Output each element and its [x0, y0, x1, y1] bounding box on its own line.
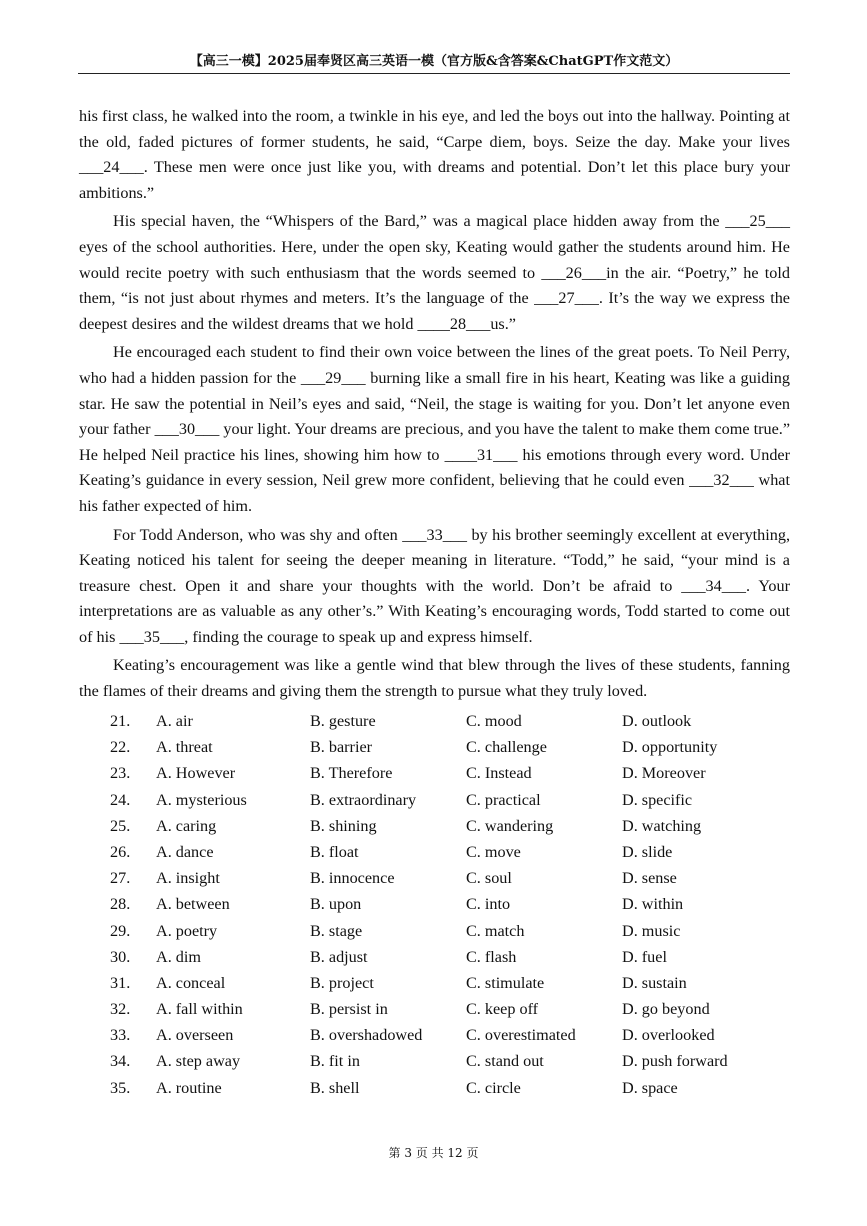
option-c: C. Instead — [466, 764, 532, 783]
question-row — [110, 791, 800, 817]
option-a: A. air — [156, 712, 193, 730]
option-d: D. push forward — [622, 1052, 728, 1071]
option-d: D. slide — [622, 842, 673, 861]
question-number: 34. — [110, 1052, 131, 1071]
option-d: D. overlooked — [622, 1026, 715, 1045]
option-c: C. move — [466, 842, 521, 861]
option-b: B. gesture — [310, 712, 376, 730]
option-a: A. fall within — [156, 1000, 243, 1019]
option-b: B. persist in — [310, 1000, 388, 1019]
question-row — [110, 922, 800, 948]
document-header: 【高三一模】2025届奉贤区高三英语一模（官方版&含答案&ChatGPT作文范文） — [189, 54, 679, 69]
answer-options-list — [110, 712, 800, 1105]
question-number: 30. — [110, 947, 131, 966]
option-c: C. soul — [466, 869, 512, 888]
option-a: A. threat — [156, 738, 213, 757]
question-row — [110, 738, 800, 764]
option-c: C. into — [466, 895, 511, 914]
option-b: B. upon — [310, 895, 362, 914]
option-c: C. circle — [466, 1078, 521, 1097]
option-a: A. overseen — [156, 1026, 234, 1045]
option-b: B. project — [310, 973, 374, 992]
question-row — [110, 948, 800, 974]
page-number: 第 3 页 共 12 页 — [388, 1146, 479, 1160]
option-b: B. adjust — [310, 947, 368, 966]
question-row — [110, 712, 800, 738]
option-b: B. float — [310, 842, 359, 861]
question-number: 22. — [110, 738, 131, 757]
option-c: C. match — [466, 921, 525, 940]
question-row — [110, 817, 800, 843]
option-d: D. sense — [622, 869, 677, 888]
question-row — [110, 974, 800, 1000]
question-number: 33. — [110, 1026, 131, 1045]
option-c: C. flash — [466, 947, 517, 966]
question-row — [110, 1000, 800, 1026]
option-d: D. music — [622, 921, 681, 940]
option-d: D. Moreover — [622, 764, 706, 783]
question-number: 35. — [110, 1078, 131, 1097]
passage-paragraph-1: his first class, he walked into the room, a twinkle in his eye, and led the boys out into the hallway. Pointing at the old, faded pictures of former students, he said, “Carpe diem, boys. Seize the day. Make your lives ___24___. These men were once just like you, with dreams and potential. Don’t let this place bury your ambitions.” — [79, 107, 790, 202]
option-d: D. outlook — [622, 712, 692, 730]
question-number: 23. — [110, 764, 131, 783]
option-b: B. extraordinary — [310, 790, 417, 809]
option-a: A. insight — [156, 869, 220, 888]
header-divider — [78, 73, 790, 74]
passage-paragraph-5: Keating’s encouragement was like a gentle wind that blew through the lives of these students, fanning the flames of their dreams and giving them the strength to pursue what they truly loved. — [79, 656, 790, 701]
option-c: C. keep off — [466, 1000, 539, 1019]
question-number: 28. — [110, 895, 131, 914]
option-a: A. dim — [156, 947, 201, 966]
question-number: 24. — [110, 790, 131, 809]
option-b: B. Therefore — [310, 764, 393, 783]
option-d: D. opportunity — [622, 738, 718, 757]
option-a: A. routine — [156, 1078, 222, 1097]
question-row — [110, 764, 800, 790]
question-row — [110, 1052, 800, 1078]
passage-paragraph-4: For Todd Anderson, who was shy and often ___33___ by his brother seemingly excellent at everything, Keating noticed his talent for seeing the deeper meaning in literature. “Todd,” he said, “your mind is a treasure chest. Open it and share your thoughts with the world. Don’t be afraid to ___34___. Your interpretations are as valuable as any other’s.” With Keating’s encouraging words, Todd started to come out of his ___35___, finding the courage to speak up and express himself. — [79, 525, 790, 646]
option-c: C. overestimated — [466, 1026, 576, 1045]
option-d: D. go beyond — [622, 1000, 710, 1019]
question-row — [110, 895, 800, 921]
question-row — [110, 869, 800, 895]
option-c: C. wandering — [466, 816, 554, 835]
passage-paragraph-2: His special haven, the “Whispers of the Bard,” was a magical place hidden away from the ___25___ eyes of the school authorities. Here, under the open sky, Keating would gather the students around him. He would recite poetry with such enthusiasm that the words seemed to ___26___in the air. “Poetry,” he told them, “is not just about rhymes and meters. It’s the language of the ___27___. It’s the way we express the deepest desires and the wildest dreams that we hold ____28___us.” — [79, 212, 790, 333]
option-b: B. fit in — [310, 1052, 360, 1071]
option-d: D. sustain — [622, 973, 687, 992]
question-row — [110, 843, 800, 869]
option-c: C. challenge — [466, 738, 547, 757]
option-a: A. between — [156, 895, 230, 914]
option-d: D. fuel — [622, 947, 667, 966]
question-number: 21. — [110, 712, 131, 730]
option-d: D. within — [622, 895, 684, 914]
option-c: C. stimulate — [466, 973, 545, 992]
option-b: B. shell — [310, 1078, 360, 1097]
question-number: 25. — [110, 816, 131, 835]
option-c: C. stand out — [466, 1052, 544, 1071]
option-a: A. caring — [156, 816, 217, 835]
option-c: C. practical — [466, 790, 541, 809]
option-b: B. shining — [310, 816, 377, 835]
question-row — [110, 1026, 800, 1052]
question-row — [110, 1079, 800, 1105]
option-a: A. dance — [156, 842, 214, 861]
option-a: A. conceal — [156, 973, 226, 992]
option-a: A. poetry — [156, 921, 218, 940]
option-d: D. specific — [622, 790, 693, 809]
option-a: A. mysterious — [156, 790, 247, 809]
option-a: A. However — [156, 764, 236, 783]
passage-paragraph-3: He encouraged each student to find their own voice between the lines of the great poets. To Neil Perry, who had a hidden passion for the ___29___ burning like a small fire in his heart, Keating was like a guiding star. He saw the potential in Neil’s eyes and said, “Neil, the stage is waiting for you. Don’t let anyone even your father ___30___ your light. Your dreams are precious, and you have the talent to make them come true.” He helped Neil practice his lines, showing him how to ____31___ his emotions through every word. Under Keating’s guidance in every session, Neil grew more confident, believing that he could even ___32___ what his father expected of him. — [79, 343, 790, 515]
question-number: 26. — [110, 842, 131, 861]
question-number: 32. — [110, 1000, 131, 1019]
question-number: 31. — [110, 973, 131, 992]
question-number: 27. — [110, 869, 131, 888]
option-d: D. watching — [622, 816, 702, 835]
option-b: B. innocence — [310, 869, 395, 888]
reading-passage — [79, 104, 790, 708]
option-a: A. step away — [156, 1052, 241, 1071]
option-b: B. overshadowed — [310, 1026, 423, 1045]
question-number: 29. — [110, 921, 131, 940]
option-b: B. barrier — [310, 738, 373, 757]
option-c: C. mood — [466, 712, 522, 730]
option-d: D. space — [622, 1078, 678, 1097]
option-b: B. stage — [310, 921, 363, 940]
